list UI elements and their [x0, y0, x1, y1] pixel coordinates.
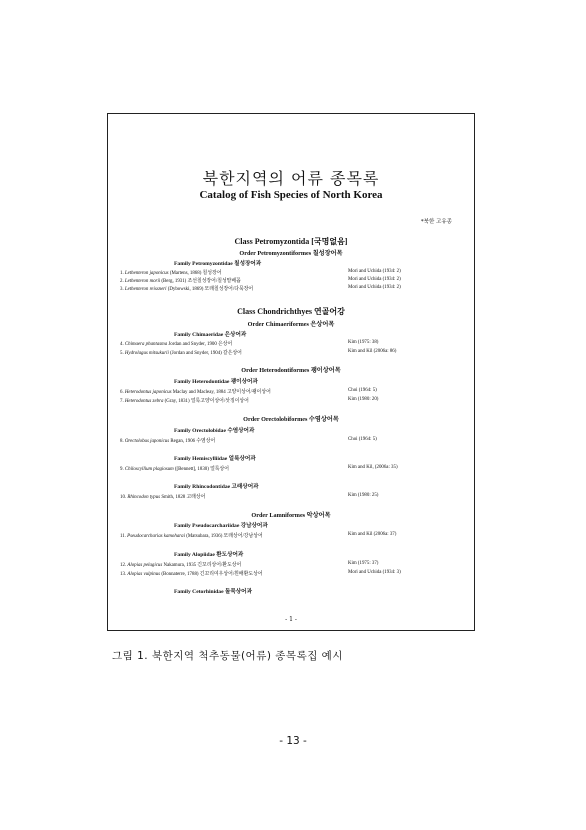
species-entry: 10. Rhincodon typus Smith, 1828 고래상어: [120, 495, 206, 500]
order-heading: Order Lamniformes 악상어목: [251, 512, 331, 519]
species-reference: Kim and Kil (2006a: 37): [348, 532, 397, 537]
species-entry: 3. Lethenteron reissneri (Dybowski, 1869) 모래칠성장어/다묵장어: [120, 287, 254, 292]
species-reference: Mori and Uchida (1934: 2): [348, 269, 401, 274]
catalog-title-korean: 북한지역의 어류 종목록: [202, 169, 380, 188]
species-entry: 13. Alopias vulpinus (Bonnaterre, 1788) 긴꼬리여우상어/흰배환도상어: [120, 572, 263, 577]
species-entry: 2. Lethenteron morii (Berg, 1931) 조선칠성장어/칠성말배꼽: [120, 279, 241, 284]
species-reference: Kim and Kil (2006a: 86): [348, 349, 397, 354]
order-heading: Order Petromyzontiformes 칠성장어목: [239, 250, 343, 257]
species-reference: Kim (1975: 38): [348, 340, 379, 345]
order-heading: Order Chimaeriformes 은상어목: [247, 321, 335, 328]
order-heading: Order Heterodontiformes 괭이상어목: [241, 367, 341, 374]
species-reference: Mori and Uchida (1934: 2): [348, 277, 401, 282]
family-heading: Family Cetorhinidae 돌묵상어과: [174, 589, 252, 595]
species-reference: Mori and Uchida (1934: 2): [348, 285, 401, 290]
species-reference: Choi (1964: 5): [348, 388, 377, 393]
species-entry: 11. Pseudocarcharias kamoharai (Matsubara, 1936) 모래상어/강남상어: [120, 534, 263, 539]
species-reference: Choi (1964: 5): [348, 437, 377, 442]
species-entry: 5. Hydrolagus mitsukurii (Jordan and Snyder, 1904) 갈은상어: [120, 351, 242, 356]
family-heading: Family Hemiscylliidae 얼룩상어과: [174, 456, 256, 462]
species-entry: 7. Heterodontus zebra (Gray, 1831) 얼룩고양이상어/삿징이상어: [120, 399, 249, 404]
endemic-note: *북한 고유종: [420, 219, 452, 225]
figure-caption: 그림 1. 북한지역 척추동물(어류) 종목록집 예시: [112, 650, 343, 662]
class-heading: Class Petromyzontida [국명없음]: [234, 237, 348, 246]
species-reference: Mori and Uchida (1934: 3): [348, 570, 401, 575]
catalog-title-english: Catalog of Fish Species of North Korea: [199, 189, 383, 201]
family-heading: Family Rhincodontidae 고래상어과: [174, 484, 259, 490]
family-heading: Family Orectolobidae 수염상어과: [174, 428, 255, 434]
class-heading: Class Chondrichthyes 연골어강: [237, 307, 345, 316]
species-reference: Kim (1975: 37): [348, 561, 379, 566]
species-entry: 12. Alopias pelagicus Nakamura, 1935 긴꼬리상어/환도상어: [120, 563, 242, 568]
family-heading: Family Heterodontidae 괭이상어과: [174, 379, 258, 385]
family-heading: Family Pseudocarchariidae 강남상어과: [174, 523, 268, 529]
catalog-page-number: - 1 -: [285, 616, 297, 623]
species-entry: 9. Chiloscyllium plagiosum ([Bennett], 1830) 얼룩상어: [120, 467, 229, 472]
family-heading: Family Chimaeridae 은상어과: [174, 332, 247, 338]
species-entry: 4. Chimaera phantasma Jordan and Snyder, 1900 은상어: [120, 342, 233, 347]
family-heading: Family Petromyzontidae 칠성장어과: [174, 261, 262, 267]
family-heading: Family Alopiidae 환도상어과: [174, 552, 244, 558]
catalog-page-frame: [107, 113, 475, 631]
species-reference: Kim and Kil, (2006a: 35): [348, 465, 398, 470]
species-entry: 1. Lethenteron japonicus (Martens, 1868) 칠성장어: [120, 271, 222, 276]
species-reference: Kim (1980: 25): [348, 493, 379, 498]
order-heading: Order Orectolobiformes 수염상어목: [243, 416, 339, 423]
page-number: - 13 -: [279, 735, 307, 747]
species-entry: 6. Heterodontus japonicus Maclay and Macleay, 1884 고양이상어/괭이상어: [120, 390, 271, 395]
species-reference: Kim (1980: 20): [348, 397, 379, 402]
species-entry: 8. Orectolobus japonicus Regan, 1906 수염상어: [120, 439, 216, 444]
